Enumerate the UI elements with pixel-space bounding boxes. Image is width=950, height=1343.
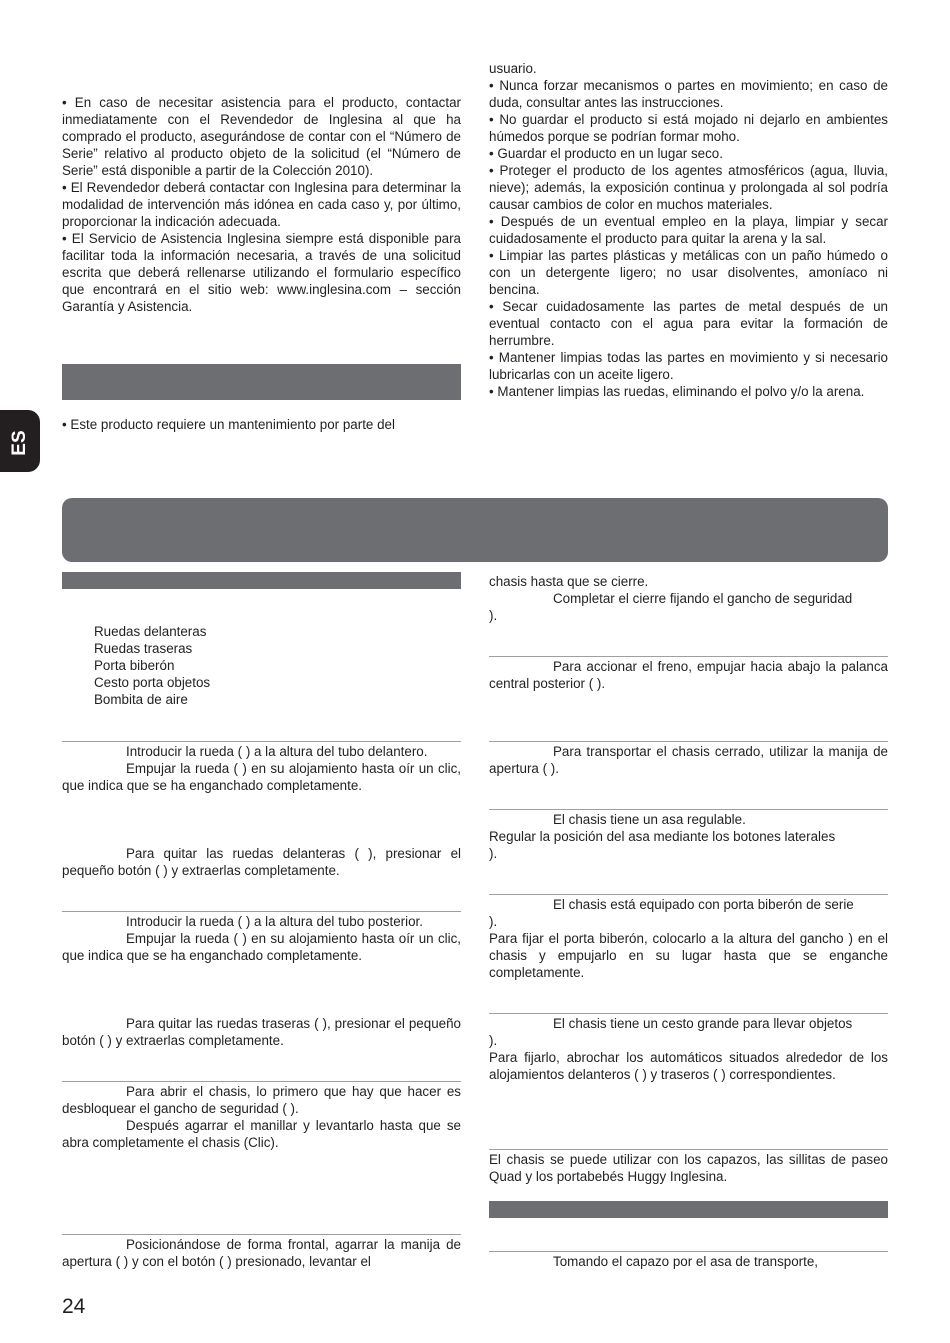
paragraph: • En caso de necesitar asistencia para el producto, contactar inmediatamente con el Revendedor de Inglesina al que ha comprado el producto, asegurándose de contar con el “Número de Serie” relativo al producto objeto de la solicitud (el “Número de Serie” está disponible a partir de la Colección 2010). (62, 95, 461, 178)
paragraph: • Nunca forzar mecanismos o partes en movimiento; en caso de duda, consultar antes las instrucciones. (489, 78, 888, 110)
list-item: Bombita de aire (94, 692, 188, 707)
divider (62, 1081, 461, 1082)
paragraph: Introducir la rueda ( ) a la altura del tubo delantero. (126, 744, 428, 759)
language-tab-label: ES (9, 430, 30, 456)
front-wheel-remove (62, 845, 461, 879)
list-item: Ruedas traseras (94, 641, 193, 656)
paragraph: Para fijarlo, abrochar los automáticos situados alrededor de los alojamientos delanteros ( ) y traseros ( ) correspondientes. (489, 1050, 888, 1082)
rear-wheel-insert (62, 913, 461, 964)
paragraph: Completar el cierre fijando el gancho de seguridad (553, 591, 853, 606)
paragraph: El chasis tiene un cesto grande para llevar objetos (553, 1016, 853, 1031)
paragraph: • No guardar el producto si está mojado ni dejarlo en ambientes húmedos porque se podrían formar moho. (489, 112, 888, 144)
paragraph: • Este producto requiere un mantenimiento por parte del (62, 417, 395, 432)
paragraph: • Secar cuidadosamente las partes de metal después de un eventual contacto con el agua para evitar la formación de herrumbre. (489, 299, 888, 348)
divider (489, 809, 888, 810)
divider (489, 894, 888, 895)
paragraph: chasis hasta que se cierre. (489, 574, 649, 589)
compatibility (489, 1151, 888, 1185)
brake (489, 658, 888, 692)
rear-wheel-remove (62, 1015, 461, 1049)
paragraph: Para abrir el chasis, lo primero que hay que hacer es desbloquear el gancho de seguridad ( ). (62, 1084, 461, 1116)
paragraph: • Mantener limpias las ruedas, eliminando el polvo y/o la arena. (489, 384, 865, 399)
paragraph: • Guardar el producto en un lugar seco. (489, 146, 723, 161)
paragraph: Empujar la rueda ( ) en su alojamiento hasta oír un clic, que indica que se ha enganchado completamente. (62, 761, 461, 793)
carrycot (489, 1253, 888, 1270)
divider (489, 741, 888, 742)
paragraph: El chasis está equipado con porta biberón de serie (553, 897, 854, 912)
paragraph: Para transportar el chasis cerrado, utilizar la manija de apertura ( ). (489, 744, 888, 776)
list-item: Porta biberón (94, 658, 175, 673)
paragraph: ). (489, 1033, 498, 1048)
divider (62, 741, 461, 742)
paragraph: ). (489, 846, 498, 861)
divider (489, 1149, 888, 1150)
maintenance-block (489, 60, 888, 400)
paragraph: • Mantener limpias todas las partes en movimiento y si necesario lubricarlas con un aceite ligero. (489, 350, 888, 382)
paragraph: Para fijar el porta biberón, colocarlo a la altura del gancho ) en el chasis y empujarlo en su lugar hasta que se enganche completamente. (489, 931, 888, 980)
paragraph: • Proteger el producto de los agentes atmosféricos (agua, lluvia, nieve); además, la exposición continua y prolongada al sol podría causar cambios de color en muchos materiales. (489, 163, 888, 212)
close-chassis-continued (489, 573, 888, 624)
divider (62, 911, 461, 912)
paragraph: • Limpiar las partes plásticas y metálicas con un paño húmedo o con un detergente ligero; no usar disolventes, amoníaco ni bencina. (489, 248, 888, 297)
paragraph: ). (489, 914, 498, 929)
paragraph: Para quitar las ruedas traseras ( ), presionar el pequeño botón ( ) y extraerlas completamente. (62, 1016, 461, 1048)
paragraph: Después agarrar el manillar y levantarlo hasta que se abra completamente el chasis (Clic). (62, 1118, 461, 1150)
divider (489, 1251, 888, 1252)
paragraph: Posicionándose de forma frontal, agarrar la manija de apertura ( ) y con el botón ( ) presionado, levantar el (62, 1237, 461, 1269)
transport (489, 743, 888, 777)
paragraph: El chasis tiene un asa regulable. (553, 812, 746, 827)
paragraph: ). (489, 608, 498, 623)
paragraph: Regular la posición del asa mediante los botones laterales (489, 829, 836, 844)
chassis-section-banner (62, 498, 888, 562)
paragraph: Para quitar las ruedas delanteras ( ), presionar el pequeño botón ( ) y extraerlas completamente. (62, 846, 461, 878)
language-tab (0, 410, 40, 472)
assistance-block (62, 94, 461, 315)
paragraph: El chasis se puede utilizar con los capazos, las sillitas de paseo Quad y los portabebés Huggy Inglesina. (489, 1152, 888, 1184)
paragraph: • El Servicio de Asistencia Inglesina siempre está disponible para facilitar toda la información necesaria, a través de una solicitud escrita que deberá rellenarse utilizando el formulario específico que encontrará en el sitio web: www.inglesina.com – sección Garantía y Asistencia. (62, 231, 461, 314)
bottle-holder (489, 896, 888, 981)
parts-header-bar (62, 572, 461, 589)
open-chassis (62, 1083, 461, 1151)
divider (489, 1013, 888, 1014)
divider (489, 656, 888, 657)
adjustable-handle (489, 811, 888, 862)
paragraph: Introducir la rueda ( ) a la altura del tubo posterior. (126, 914, 423, 929)
basket (489, 1015, 888, 1083)
page-number: 24 (62, 1295, 86, 1318)
front-wheel-insert (62, 743, 461, 794)
divider (62, 1234, 461, 1235)
list-item: Ruedas delanteras (94, 624, 207, 639)
paragraph: Tomando el capazo por el asa de transporte, (553, 1254, 819, 1269)
paragraph: Empujar la rueda ( ) en su alojamiento hasta oír un clic, que indica que se ha enganchado completamente. (62, 931, 461, 963)
paragraph: Para accionar el freno, empujar hacia abajo la palanca central posterior ( ). (489, 659, 888, 691)
carrycot-header-bar (489, 1201, 888, 1218)
parts-list (62, 623, 461, 708)
maintenance-intro (62, 416, 461, 433)
close-chassis (62, 1236, 461, 1270)
list-item: Cesto porta objetos (94, 675, 211, 690)
paragraph: usuario. (489, 61, 537, 76)
maintenance-header-bar (62, 364, 461, 400)
paragraph: • El Revendedor deberá contactar con Inglesina para determinar la modalidad de intervención más idónea en cada caso y, por último, proporcionar la indicación adecuada. (62, 180, 461, 229)
paragraph: • Después de un eventual empleo en la playa, limpiar y secar cuidadosamente el producto para quitar la arena y la sal. (489, 214, 888, 246)
